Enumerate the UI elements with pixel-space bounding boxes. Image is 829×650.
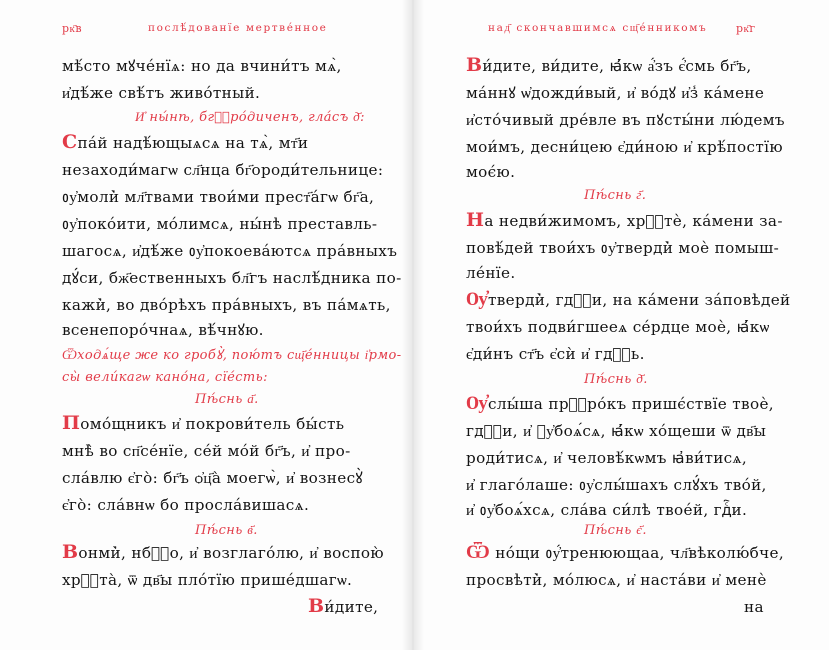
- text-line: роди́тисѧ, и҆ человѣ́кѡмъ ꙗ҆ви́тисѧ,: [466, 449, 748, 467]
- right-page: [418, 0, 829, 650]
- text-line: просвѣти̇̀, мо́люсѧ, и҆ наста́ви и҆ менѐ: [466, 571, 767, 589]
- text-line: и҆дѣ́же свѣ́тъ живо́тный.: [62, 84, 261, 102]
- text-line: Ѹ҆тверди̇̀, гдⷭ҇и, на ка́мени за́повѣдей: [466, 288, 791, 310]
- section-heading: Пѣ́снь а҃.: [195, 392, 259, 407]
- left-page-number: рк҃в: [62, 22, 83, 35]
- rubric-line: сы̀ вели́кагѡ кано́на, сїе́сть:: [62, 370, 268, 385]
- text-line: сла́влю є҆го̀: бг҃ъ ѻ҆ц҃а̀ моегѡ̀, и҆ вознесꙋ̀: [62, 469, 363, 487]
- catchword: на: [744, 598, 764, 616]
- text-line: всенепоро́чнаѧ, вѣ́чнꙋю.: [62, 321, 264, 339]
- text-line: є҆ди́нъ ст҃ъ є҆сѝ и҆ гдⷭ҇ь.: [466, 345, 645, 363]
- text-line: незаходи́магѡ сл҃нца бг҃ороди́тельнице:: [62, 161, 384, 179]
- text-line: Помо́щникъ и҆ покрови́тель бы́сть: [62, 412, 345, 434]
- section-heading: Пѣ́снь г҃.: [584, 188, 647, 203]
- text-line: Вонми̇̀, нбⷭ҇о, и҆ возглаго́лю, и҆ воспою̀: [62, 541, 384, 563]
- text-line: ᲂу҆моли̇̀ мл҃твами твои́ми прест҃а́гѡ бг҃а,: [62, 188, 375, 206]
- text-line: шагосѧ, и҆дѣ́же ᲂу҆покоева́ютсѧ пра́вныхъ: [62, 242, 398, 260]
- text-line: и҆ глаго́лаше: ᲂу҆слы́шахъ слꙋ́хъ тво́й,: [466, 476, 767, 494]
- section-heading: Пѣ́снь є҃.: [584, 523, 647, 538]
- text-line: твои́хъ подви́гшееѧ се́рдце моѐ, ꙗ҆́кѡ: [466, 318, 770, 336]
- text-line: мои́мъ, десни́цею є҆ди́ною и҆ крѣ́постїю: [466, 138, 783, 156]
- text-line: и҆ ᲂу҆боѧ́хсѧ, сла́ва си́лѣ твое́й, гдⷭ҇и.: [466, 501, 748, 519]
- section-heading: Пѣ́снь д҃.: [584, 372, 648, 387]
- right-page-number: рк҃г: [736, 22, 756, 35]
- left-running-title: послѣ́дованїе мертве́нное: [148, 22, 328, 34]
- right-running-title: над҃ скончавшимсѧ сщ҃е́нникомъ: [488, 22, 708, 34]
- text-line: ᲂу҆поко́ити, мо́лимсѧ, ны́нѣ преставль-: [62, 215, 378, 233]
- text-line: є҆го̀: сла́внѡ бо просла́вишасѧ.: [62, 496, 310, 514]
- text-line: гдⷭ҇и, и҆ ᲂу҆боѧ́сѧ, ꙗ҆́кѡ хо́щеши ѿ дв҃ы: [466, 422, 767, 440]
- text-line: мѣ́сто мꙋче́нїѧ: но да вчини́тъ мѧ̀,: [62, 57, 342, 75]
- text-line: Ѹ҆слы́ша прⷪ҇ро́къ пришє́ствїе твоѐ,: [466, 392, 774, 414]
- text-line: моє́ю.: [466, 163, 516, 181]
- text-line: Ѿ но́щи ᲂу҆́тренюющаа, чл҃вѣколю́бче,: [466, 541, 785, 563]
- text-line: дꙋ́си, бж҃ественныхъ бл҃гъ наслѣ́дника по-: [62, 269, 402, 287]
- text-line: ле́нїе.: [466, 264, 516, 282]
- rubric-line: И҆ ны́нѣ, бгⷪ҇ро́диченъ, гла́съ д҃:: [135, 110, 365, 125]
- section-heading: Пѣ́снь в҃.: [195, 523, 258, 538]
- left-page: [0, 0, 412, 650]
- text-line: Ви́дите, ви́дите, ꙗ҆́кѡ а҆́зъ є҆́смь бг҃ъ,: [466, 54, 752, 76]
- text-line: На недви́жимомъ, хрⷭ҇тѐ, ка́мени за-: [466, 209, 783, 231]
- text-line: ма́ннꙋ ѡ҆дожди́вый, и҆ во́дꙋ и҆з̾ ка́мене: [466, 84, 765, 102]
- text-line: повѣ́дей твои́хъ ᲂу҆тверди̇̀ моѐ помыш-: [466, 239, 780, 257]
- rubric-line: Ѿходѧ́ще же ко гробꙋ̀, пою́тъ сщ҃е́нницы і҆рмо-: [62, 348, 402, 363]
- text-line: Спа́й надѣ́ющыѧсѧ на тѧ̀, мт҃и: [62, 131, 309, 153]
- text-line: и҆сто́чивый дре́вле въ пꙋсты́ни лю́демъ: [466, 111, 785, 129]
- catchword: Ви́дите,: [308, 595, 379, 617]
- text-line: хрⷭ҇та̀, ѿ дв҃ы пло́тїю прише́дшагѡ.: [62, 571, 353, 589]
- text-line: мнѣ̀ во сп҃се́нїе, се́й мо́й бг҃ъ, и҆ про-: [62, 442, 351, 460]
- text-line: кажи̇̀, во дво́рѣхъ пра́вныхъ, въ па́мѧть,: [62, 296, 391, 314]
